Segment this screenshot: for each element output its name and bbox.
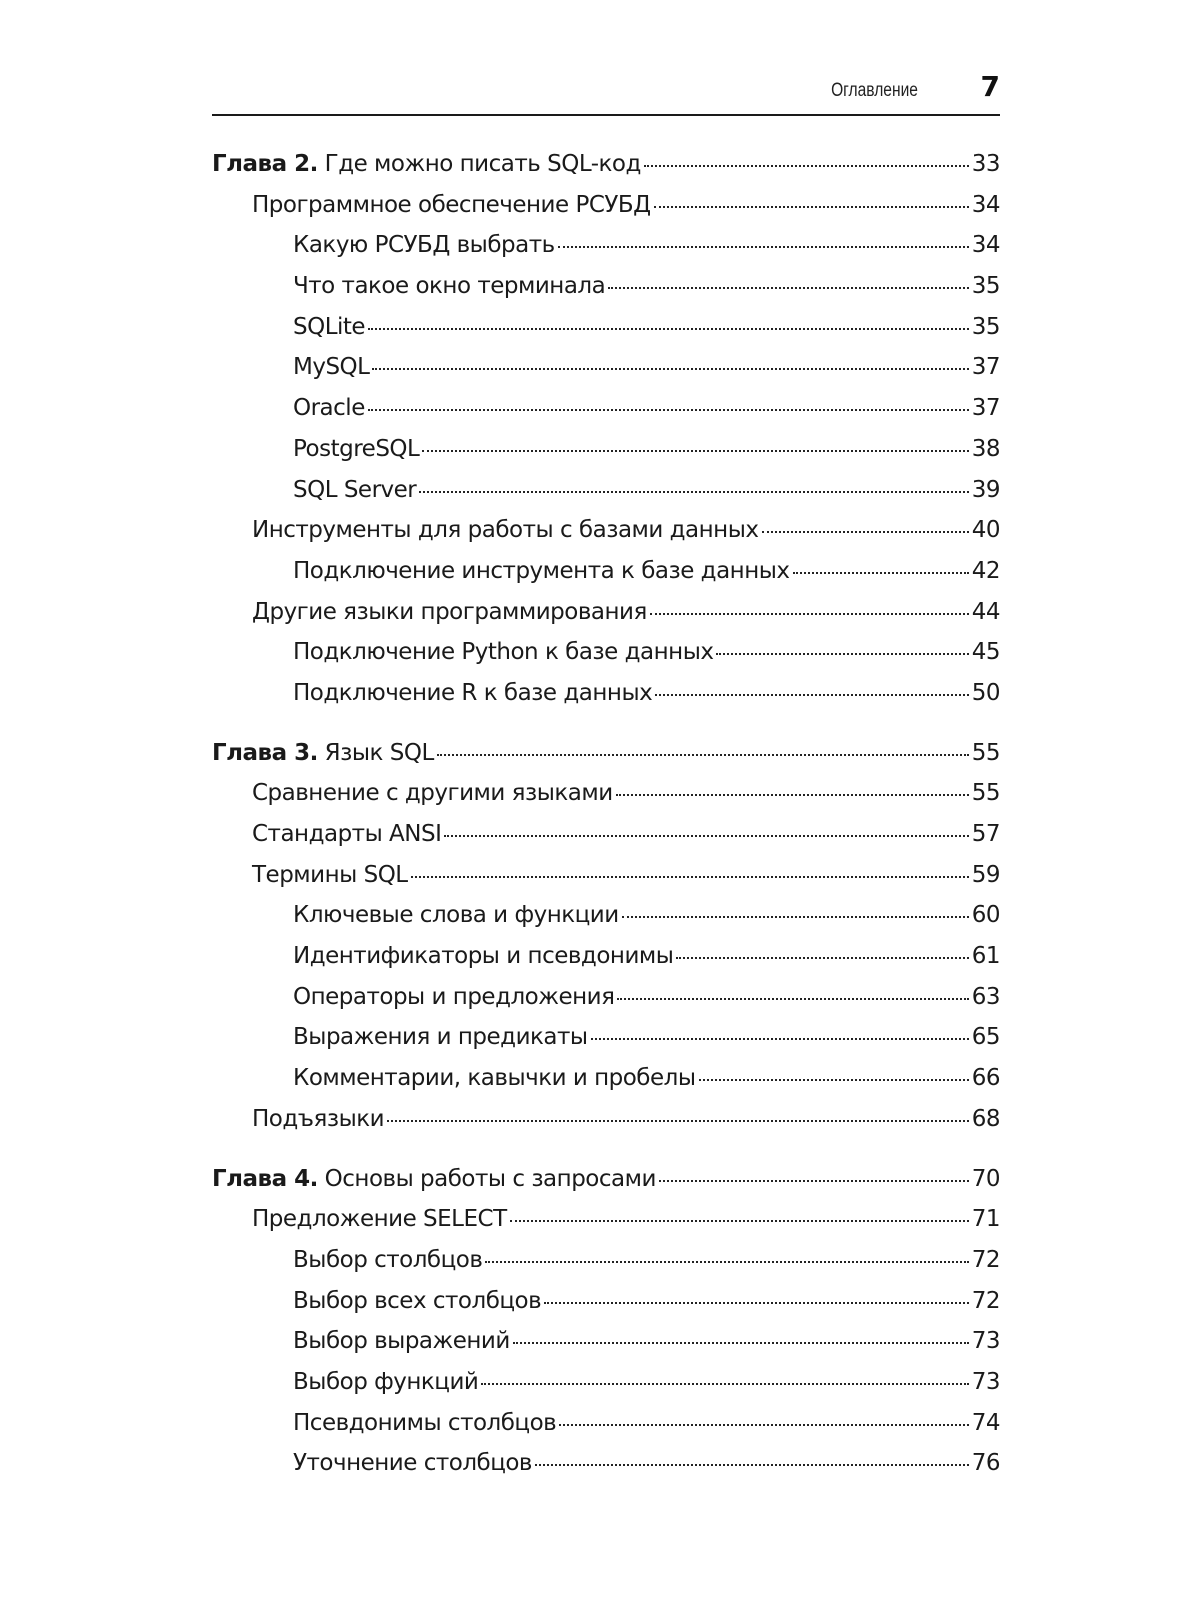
page-number: 70 [971, 1165, 1000, 1192]
dot-leader [608, 287, 968, 289]
page-number: 45 [971, 639, 1000, 666]
page-number: 40 [971, 517, 1000, 544]
entry-title: Какую РСУБД выбрать [293, 232, 555, 259]
toc-subsection-entry[interactable] [212, 639, 1000, 680]
dot-leader [650, 613, 969, 615]
chapter-name: Основы работы с запросами [317, 1165, 656, 1192]
entry-title: Выбор выражений [293, 1328, 510, 1355]
entry-title: Ключевые слова и функции [293, 902, 619, 929]
entry-title: Oracle [293, 395, 365, 422]
toc-subsection-entry[interactable] [212, 1024, 1000, 1065]
chapter-label: Глава 2. [212, 151, 318, 177]
dot-leader [510, 1220, 969, 1222]
toc-subsection-entry[interactable] [212, 680, 1000, 721]
entry-title: Псевдонимы столбцов [293, 1409, 557, 1436]
page-number: 72 [971, 1287, 1000, 1314]
toc-chapter-entry[interactable] [212, 1166, 1000, 1207]
page-number: 73 [971, 1368, 1000, 1395]
page-number: 38 [971, 435, 1000, 462]
entry-title: Идентификаторы и псевдонимы [293, 943, 674, 970]
dot-leader [411, 876, 969, 878]
page-number: 34 [971, 191, 1000, 218]
page-number: 76 [971, 1450, 1000, 1477]
dot-leader [659, 1180, 969, 1182]
dot-leader [676, 957, 968, 959]
entry-title: Подъязыки [252, 1105, 385, 1132]
page-number: 44 [971, 598, 1000, 625]
entry-title: Что такое окно терминала [293, 273, 606, 300]
page-number: 71 [971, 1206, 1000, 1233]
entry-title: Стандарты ANSI [252, 821, 442, 847]
chapter-block [212, 151, 1000, 721]
dot-leader [535, 1464, 969, 1466]
toc-subsection-entry[interactable] [212, 314, 1000, 355]
toc-subsection-entry[interactable] [212, 395, 1000, 436]
toc-subsection-entry[interactable] [212, 1328, 1000, 1369]
entry-title: Предложение SELECT [252, 1206, 507, 1233]
toc-subsection-entry[interactable] [212, 232, 1000, 273]
page-number: 42 [971, 557, 1000, 584]
toc-subsection-entry[interactable] [212, 1065, 1000, 1106]
dot-leader [558, 246, 969, 248]
toc-subsection-entry[interactable] [212, 1450, 1000, 1491]
dot-leader [481, 1383, 968, 1385]
chapter-block [212, 740, 1000, 1147]
toc-subsection-entry[interactable] [212, 1288, 1000, 1329]
dot-leader [485, 1261, 968, 1263]
toc-subsection-entry[interactable] [212, 984, 1000, 1025]
dot-leader [513, 1342, 969, 1344]
toc-section-entry[interactable] [212, 1206, 1000, 1247]
chapter-block [212, 1166, 1000, 1492]
page-number: 55 [971, 780, 1000, 807]
dot-leader [422, 450, 968, 452]
page-number: 39 [971, 476, 1000, 503]
dot-leader [617, 998, 968, 1000]
page-number: 73 [971, 1328, 1000, 1355]
dot-leader [762, 531, 969, 533]
toc-section-entry[interactable] [212, 1106, 1000, 1147]
page-number: 66 [971, 1065, 1000, 1092]
dot-leader [655, 694, 969, 696]
chapter-title [212, 740, 434, 766]
entry-title: Выбор всех столбцов [293, 1287, 542, 1314]
entry-title: Другие языки программирования [252, 598, 647, 625]
entry-title: SQLite [293, 313, 366, 340]
entry-title: Подключение R к базе данных [293, 679, 653, 706]
chapter-label: Глава 3. [212, 739, 318, 766]
entry-title: Сравнение с другими языками [252, 780, 613, 807]
dot-leader [644, 165, 969, 167]
toc-chapter-entry[interactable] [212, 740, 1000, 781]
page-number: 35 [971, 313, 1000, 340]
entry-title: PostgreSQL [293, 435, 420, 462]
chapter-label: Глава 4. [212, 1165, 318, 1192]
page-number: 60 [971, 902, 1000, 929]
toc-section-entry[interactable] [212, 517, 1000, 558]
dot-leader [368, 409, 969, 411]
chapter-name: Где можно писать SQL-код [317, 151, 641, 177]
header-page-number: 7 [980, 70, 1000, 103]
dot-leader [444, 835, 968, 837]
page-number: 61 [971, 943, 1000, 970]
page-number: 50 [971, 679, 1000, 706]
book-page [212, 0, 1000, 1600]
dot-leader [419, 491, 968, 493]
dot-leader [716, 653, 968, 655]
toc-section-entry[interactable] [212, 192, 1000, 233]
entry-title: Подключение Python к базе данных [293, 639, 714, 666]
entry-title: Операторы и предложения [293, 983, 615, 1010]
page-number: 74 [971, 1409, 1000, 1436]
dot-leader [368, 328, 969, 330]
toc-subsection-entry[interactable] [212, 1410, 1000, 1451]
entry-title: MySQL [293, 354, 370, 381]
dot-leader [622, 916, 969, 918]
toc-subsection-entry[interactable] [212, 1369, 1000, 1410]
page-number: 72 [971, 1246, 1000, 1273]
table-of-contents [212, 151, 1000, 1510]
entry-title: Инструменты для работы с базами данных [252, 517, 759, 544]
running-header [212, 68, 1000, 116]
dot-leader [559, 1424, 969, 1426]
chapter-title [212, 151, 641, 177]
toc-chapter-entry[interactable] [212, 151, 1000, 192]
dot-leader [437, 754, 969, 756]
chapter-title [212, 1166, 656, 1192]
toc-section-entry[interactable] [212, 599, 1000, 640]
entry-title: Комментарии, кавычки и пробелы [293, 1065, 696, 1092]
dot-leader [793, 572, 969, 574]
toc-section-entry[interactable] [212, 862, 1000, 903]
entry-title: Уточнение столбцов [293, 1450, 532, 1477]
dot-leader [591, 1038, 969, 1040]
dot-leader [654, 206, 969, 208]
dot-leader [616, 794, 969, 796]
page-number: 37 [971, 354, 1000, 381]
entry-title: Термины SQL [252, 861, 408, 888]
dot-leader [699, 1079, 969, 1081]
dot-leader [372, 368, 968, 370]
dot-leader [544, 1302, 969, 1304]
entry-title: Подключение инструмента к базе данных [293, 557, 790, 584]
page-number: 33 [971, 151, 1000, 177]
page-number: 37 [971, 395, 1000, 422]
dot-leader [387, 1120, 969, 1122]
toc-subsection-entry[interactable] [212, 1247, 1000, 1288]
page-number: 57 [971, 821, 1000, 847]
page-number: 35 [971, 273, 1000, 300]
page-number: 63 [971, 983, 1000, 1010]
page-number: 65 [971, 1024, 1000, 1051]
toc-section-entry[interactable] [212, 780, 1000, 821]
toc-subsection-entry[interactable] [212, 902, 1000, 943]
toc-subsection-entry[interactable] [212, 558, 1000, 599]
page-number: 55 [971, 739, 1000, 766]
header-title: Оглавление [831, 80, 918, 101]
page-number: 34 [971, 232, 1000, 259]
toc-section-entry[interactable] [212, 821, 1000, 862]
toc-subsection-entry[interactable] [212, 436, 1000, 477]
toc-subsection-entry[interactable] [212, 273, 1000, 314]
toc-subsection-entry[interactable] [212, 943, 1000, 984]
entry-title: Программное обеспечение РСУБД [252, 191, 651, 218]
toc-subsection-entry[interactable] [212, 354, 1000, 395]
page-number: 59 [971, 861, 1000, 888]
chapter-name: Язык SQL [317, 739, 434, 766]
entry-title: Выражения и предикаты [293, 1024, 588, 1051]
entry-title: SQL Server [293, 476, 417, 503]
toc-subsection-entry[interactable] [212, 477, 1000, 518]
entry-title: Выбор столбцов [293, 1246, 483, 1273]
page-number: 68 [971, 1105, 1000, 1132]
entry-title: Выбор функций [293, 1368, 479, 1395]
